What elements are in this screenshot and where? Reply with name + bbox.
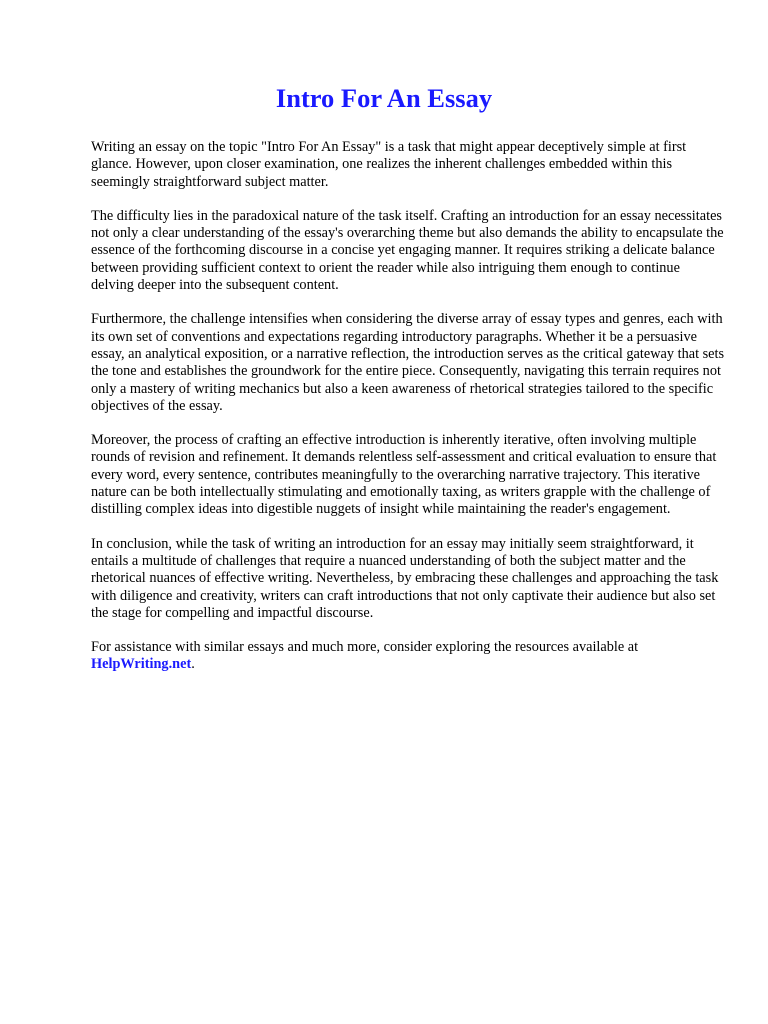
paragraph-2: The difficulty lies in the paradoxical nature of the task itself. Crafting an introduction for an essay necessitates not only a clear understanding of the essay's overarching theme but also demands the ability to encapsulate the essence of the forthcoming discourse in a concise yet engaging manner. It requires striking a delicate balance between providing sufficient context to orient the reader while also intriguing them enough to continue delving deeper into the subsequent content. bbox=[91, 207, 724, 294]
closing-suffix: . bbox=[191, 656, 195, 673]
closing-text: For assistance with similar essays and much more, consider exploring the resources available at bbox=[91, 639, 639, 656]
paragraph-4: Moreover, the process of crafting an effective introduction is inherently iterative, often involving multiple rounds of revision and refinement. It demands relentless self-assessment and critical evaluation to ensure that every word, every sentence, contributes meaningfully to the overarching narrative trajectory. This iterative nature can be both intellectually stimulating and emotionally taxing, as writers grapple with the challenge of distilling complex ideas into digestible nuggets of insight while maintaining the reader's engagement. bbox=[91, 432, 717, 518]
paragraph-5: In conclusion, while the task of writing an introduction for an essay may initially seem straightforward, it entails a multitude of challenges that require a nuanced understanding of both the subject matter and the rhetorical nuances of effective writing. Nevertheless, by embracing these challenges and approaching the task with diligence and creativity, writers can craft introductions that not only captivate their audience but also set the stage for compelling and impactful discourse. bbox=[91, 535, 719, 621]
document-title: Intro For An Essay bbox=[275, 83, 493, 113]
document-body bbox=[91, 139, 726, 674]
paragraph-3: Furthermore, the challenge intensifies when considering the diverse array of essay types and genres, each with its own set of conventions and expectations regarding introductory paragraphs. Whether it be a persuasive essay, an analytical exposition, or a narrative reflection, the introduction serves as the critical gateway that sets the tone and establishes the groundwork for the entire piece. Consequently, navigating this terrain requires not only a mastery of writing mechanics but also a keen awareness of rhetorical strategies tailored to the specific objectives of the essay. bbox=[91, 311, 725, 414]
closing-paragraph bbox=[91, 639, 726, 674]
paragraph-1: Writing an essay on the topic "Intro For An Essay" is a task that might appear deceptively simple at first glance. However, upon closer examination, one realizes the inherent challenges embedded within this seemingly straightforward subject matter. bbox=[91, 139, 687, 190]
helpwriting-link[interactable]: HelpWriting.net bbox=[91, 656, 192, 673]
